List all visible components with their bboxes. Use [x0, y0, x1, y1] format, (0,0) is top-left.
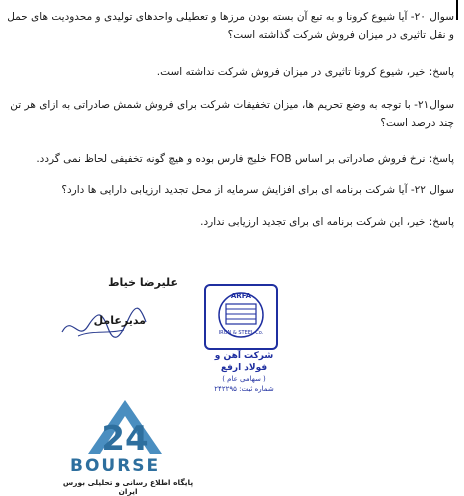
seal-company: شرکت آهن و فولاد ارفع — [214, 351, 274, 373]
answer-22: پاسخ: خیر، این شرکت برنامه ای برای تجدید ارزیابی ندارد. — [200, 216, 454, 228]
question-21: سوال۲۱- با توجه به وضع تحریم ها، میزان تخفیفات شرکت برای فروش شمش صادراتی به ازای هر تن چند درصد است؟ — [10, 99, 454, 129]
company-seal — [204, 284, 278, 350]
question-22: سوال ۲۲- آیا شرکت برنامه ای برای افزایش سرمایه از محل تجدید ارزیابی دارایی ها دارد؟ — [61, 184, 454, 196]
svg-text:IRON & STEEL Co.: IRON & STEEL Co. — [218, 330, 264, 336]
logo-tagline: پایگاه اطلاع رسانی و تحلیلی بورس ایران — [62, 478, 194, 496]
svg-text:ARFA: ARFA — [230, 292, 252, 300]
answer-20: پاسخ: خیر، شیوع کرونا تاثیری در میزان فروش شرکت نداشته است. — [156, 66, 454, 78]
seal-registration: شماره ثبت: ۲۴۲۲۹۵ — [214, 385, 274, 393]
question-20: سوال ۲۰- آیا شیوع کرونا و به تبع آن بسته بودن مرزها و تعطیلی واحدهای تولیدی و محدودیت های حمل و نقل تاثیری در میزان فروش شرکت گذاشته است؟ — [7, 11, 454, 41]
svg-text:24: 24 — [101, 419, 149, 459]
signatory-name: علیرضا خیاط — [108, 276, 178, 289]
answer-21: پاسخ: نرخ فروش صادراتی بر اساس FOB خلیج فارس بوده و هیچ گونه تخفیفی لحاظ نمی گردد. — [36, 153, 454, 165]
margin-rule — [456, 0, 458, 20]
seal-type: ( سهامی عام ) — [222, 375, 266, 383]
seal-text — [204, 350, 284, 394]
logo-brand: BOURSE — [70, 456, 161, 476]
signatory-title: مدیرعامل — [93, 314, 146, 327]
